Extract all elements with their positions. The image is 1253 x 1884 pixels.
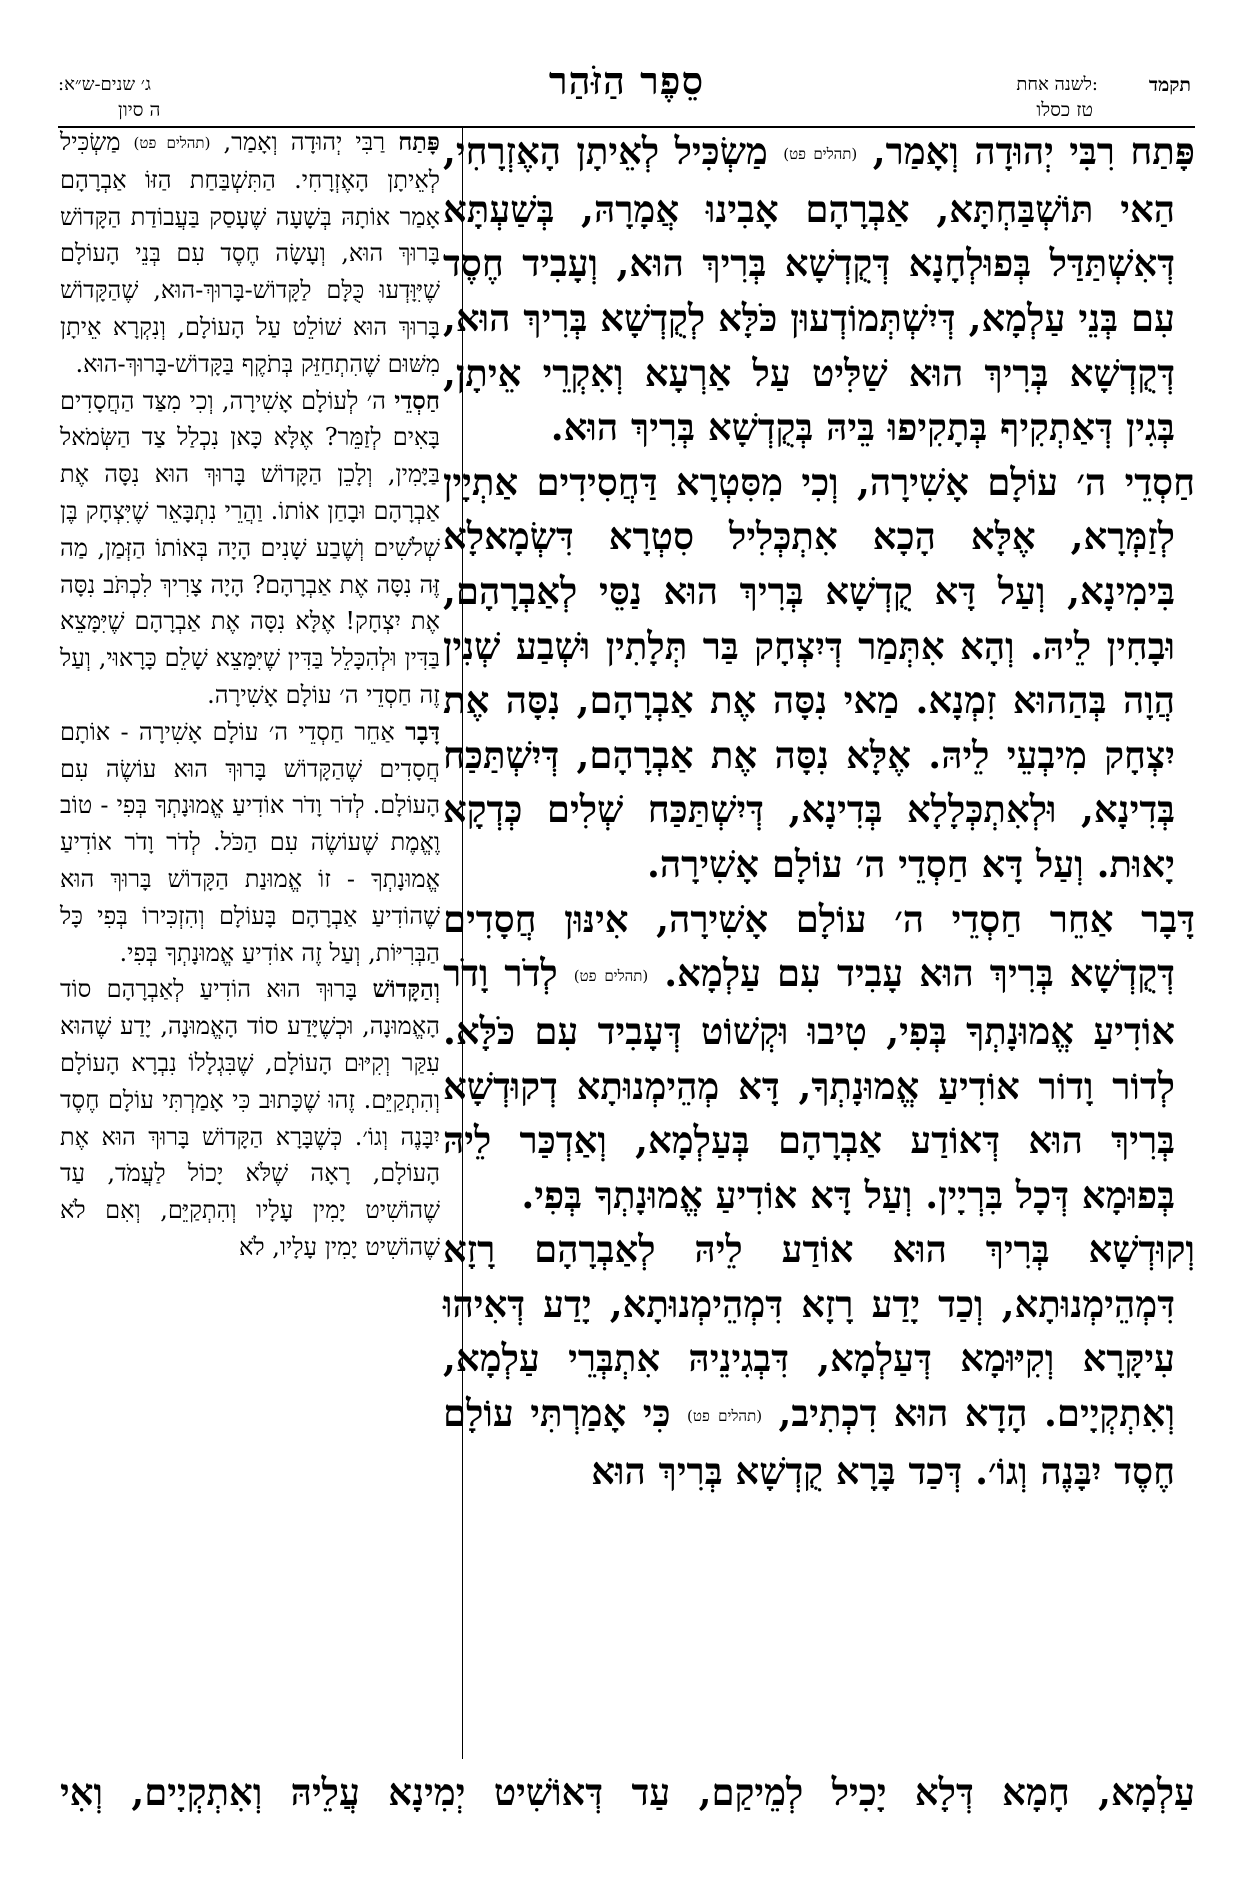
verse-reference: (תהלים פט) — [783, 145, 858, 164]
verse-reference: (תהלים פט) — [133, 134, 211, 153]
paragraph-text: רִבִּי יְהוּדָה וְאָמַר, — [872, 129, 1115, 173]
paragraph-text: כִּי אָמַרְתִּי עוֹלָם חֶסֶד יִבָּנֶה וְגוֹ׳. דְּכַד בָּרָא קֻדְשָׁא בְּרִיךְ הוּא — [443, 1391, 1175, 1493]
side-paragraph-3 — [60, 714, 440, 972]
main-paragraph-2 — [443, 455, 1195, 892]
paragraph-text: אַחֵר חַסְדֵי ה׳ עוֹלָם אָשִׁירָה - אוֹתָם חֲסָדִים שֶׁהַקָּדוֹשׁ בָּרוּךְ הוּא עוֹשֶׂה עִם הָעוֹלָם. לְדֹר וָדֹר אוֹדִיעַ אֱמוּנָתְךָ בְּפִי - טוֹב וֶאֱמֶת שֶׁעוֹשֶׂה עִם הַכֹּל. לְדֹר וָדֹר אוֹדִיעַ אֱמוּנָתְךָ - זוֹ אֱמוּנַת הַקָּדוֹשׁ בָּרוּךְ הוּא שֶׁהוֹדִיעַ אַבְרָהָם בָּעוֹלָם וְהִזְכִּירוֹ בְּפִי כָּל הַבְּרִיּוֹת, וְעַל זֶה אוֹדִיעַ אֱמוּנָתְךָ בְּפִי. — [60, 717, 440, 967]
paragraph-text: ה׳ עוֹלָם אָשִׁירָה, וְכִי מִסִּטְרָא דַּחֲסִידִים אַתְיָין לְזַמְּרָא, אֶלָּא הָכָא אִתְכְּלִיל סִטְרָא דִּשְׂמָאלָא בִּימִינָא, וְעַל דָּא קֻדְשָׁא בְּרִיךְ הוּא נַסֵּי לְאַבְרָהָם, וּבָחִין לֵיהּ. וְהָא אִתְּמַר דְּיִצְחָק בַּר תְּלָתִין וּשְׁבַע שְׁנִין הֲוָה בְּהַהוּא זִמְנָא. מַאי נִסָּה אֶת אַבְרָהָם, נִסָּה אֶת יִצְחָק מִיבְעֵי לֵיהּ. אֶלָּא נִסָּה אֶת אַבְרָהָם, דְּיִשְׁתַּכַּח בְּדִינָא, וּלְאִתְכְּלָלָא בְּדִינָא, דְּיִשְׁתַּכַּח שְׁלִים כְּדְקָא יָאוּת. וְעַל דָּא חַסְדֵי ה׳ עוֹלָם אָשִׁירָה. — [443, 459, 1175, 886]
hebrew-translation-column — [60, 124, 440, 1266]
paragraph-text: אַחֵר חַסְדֵי ה׳ עוֹלָם אָשִׁירָה, אִינּוּן חֲסָדִים דְּקֻדְשָׁא בְּרִיךְ הוּא עָבִיד עִם עַלְמָא. — [443, 896, 1175, 996]
page-number: תקמד — [1148, 74, 1191, 96]
lead-word: חַסְדֵי — [1124, 459, 1196, 504]
paragraph-text: מַשְׂכִּיל לְאֵיתָן הָאֶזְרָחִי. הַתִּשְׁבַּחַת הַזּוֹ אַבְרָהָם אָמַר אוֹתָהּ בְּשָׁעָה שֶׁעָסַק בַּעֲבוֹדַת הַקָּדוֹשׁ בָּרוּךְ הוּא, וְעָשָׂה חֶסֶד עִם בְּנֵי הָעוֹלָם שֶׁיִּוָּדְעוּ כֻּלָּם לַקָּדוֹשׁ-בָּרוּךְ-הוּא, שֶׁהַקָּדוֹשׁ בָּרוּךְ הוּא שׁוֹלֵט עַל הָעוֹלָם, וְנִקְרָא אֵיתָן מִשּׁוּם שֶׁהִתְחַזֵּק בְּתֹקֶף בַּקָּדוֹשׁ-בָּרוּךְ-הוּא. — [60, 128, 440, 378]
verse-reference: (תהלים פט) — [573, 967, 649, 986]
side-paragraph-2 — [60, 383, 440, 714]
paragraph-text: ה׳ לְעוֹלָם אָשִׁירָה, וְכִי מִצַּד הַחֲסָדִים בָּאִים לְזַמֵּר? אֶלָּא כָּאן נִכְלַל צַד הַשְּׂמֹאל בַּיָּמִין, וְלָכֵן הַקָּדוֹשׁ בָּרוּךְ הוּא נִסָּה אֶת אַבְרָהָם וּבָחַן אוֹתוֹ. וַהֲרֵי נִתְבָּאֵר שֶׁיִּצְחָק בֶּן שְׁלֹשִׁים וְשֶׁבַע שָׁנִים הָיָה בְּאוֹתוֹ הַזְּמַן, מַה זֶּה נִסָּה אֶת אַבְרָהָם? הָיָה צָרִיךְ לִכְתֹּב נִסָּה אֶת יִצְחָק! אֶלָּא נִסָּה אֶת אַבְרָהָם שֶׁיִּמָּצֵא בַּדִּין וּלְהִכָּלֵל בַּדִּין שֶׁיִּמָּצֵא שָׁלֵם כָּרָאוּי, וְעַל זֶה חַסְדֵי ה׳ עוֹלָם אָשִׁירָה. — [60, 386, 440, 710]
lead-word: וְהַקָּדוֹשׁ — [372, 974, 440, 1004]
side-paragraph-4 — [60, 971, 440, 1265]
paragraph-text: רַבִּי יְהוּדָה וְאָמַר, — [223, 128, 386, 156]
aramaic-column — [443, 124, 1195, 1498]
main-paragraph-4 — [443, 1222, 1195, 1498]
three-year-cycle-date: ה סיון — [118, 99, 161, 121]
paragraph-text: מַשְׂכִּיל לְאֵיתָן הָאֶזְרָחִי, הַאי תּוֹשְׁבַּחְתָּא, אַבְרָהָם אָבִינוּ אֲמָרָהּ, בְּשַׁעְתָּא דְּאִשְׁתַּדַּל בְּפוּלְחָנָא דְּקֻדְשָׁא בְּרִיךְ הוּא, וְעָבִיד חֶסֶד עִם בְּנֵי עַלְמָא, דְּיִשְׁתְּמוֹדְעוּן כֹּלָּא לְקֻדְשָׁא בְּרִיךְ הוּא, דְּקֻדְשָׁא בְּרִיךְ הוּא שַׁלִּיט עַל אַרְעָא וְאִקְרֵי אֵיתָן, בְּגִין דְּאַתְקִיף בְּתָקִיפוּ בֵּיהּ בְּקֻדְשָׁא בְּרִיךְ הוּא. — [443, 129, 1175, 450]
lead-word: וְקוּדְשָׁא — [1088, 1227, 1195, 1272]
one-year-cycle-label: לשנה אחת: — [1016, 74, 1098, 95]
side-paragraph-1 — [60, 124, 440, 383]
paragraph-text: בָּרוּךְ הוּא הוֹדִיעַ לְאַבְרָהָם סוֹד הָאֱמוּנָה, וּכְשֶׁיָּדַע סוֹד הָאֱמוּנָה, יָדַע שֶׁהוּא עִקַּר וְקִיּוּם הָעוֹלָם, שֶׁבִּגְלָלוֹ נִבְרָא הָעוֹלָם וְהִתְקַיֵּם. זֶהוּ שֶׁכָּתוּב כִּי אָמַרְתִּי עוֹלָם חֶסֶד יִבָּנֶה וְגוֹ׳. כְּשֶׁבָּרָא הַקָּדוֹשׁ בָּרוּךְ הוּא אֶת הָעוֹלָם, רָאָה שֶׁלֹּא יָכוֹל לַעֲמֹד, עַד שֶׁהוֹשִׁיט יָמִין עָלָיו וְהִתְקַיֵּם, וְאִם לֹא שֶׁהוֹשִׁיט יָמִין עָלָיו, לֹא — [60, 975, 440, 1261]
verse-reference: (תהלים פט) — [687, 1407, 763, 1426]
paragraph-text: לְדֹר וָדֹר אוֹדִיעַ אֱמוּנָתְךָ בְּפִי, טִיבוּ וּקְשׁוֹט דְּעָבִיד עִם כֹּלָּא. לְדוֹר וָדוֹר אוֹדִיעַ אֱמוּנָתְךָ, דָּא מְהֵימְנוּתָא דְקוּדְשָׁא בְּרִיךְ הוּא דְּאוֹדַע אַבְרָהָם בְּעַלְמָא, וְאַדְכַּר לֵיהּ בְּפוּמָא דְּכָל בִּרְיָין. וְעַל דָּא אוֹדִיעַ אֱמוּנָתְךָ בְּפִי. — [443, 951, 1175, 1217]
book-title: סֵפֶר הַזֹּהַר — [548, 58, 705, 103]
lead-word: פָּתַח — [398, 127, 440, 156]
one-year-cycle-date: טז כסלו — [1036, 99, 1093, 121]
lead-word: פָּתַח — [1130, 129, 1195, 173]
lead-word: דָּבָר — [405, 716, 440, 746]
three-year-cycle-label: ג׳ שנים-ש״א: — [58, 74, 151, 95]
full-width-bottom-line: עַלְמָא, חָמָא דְּלָא יָכִיל לְמֵיקַם, עַד דְּאוֹשִׁיט יְמִינָא עֲלֵיהּ וְאִתְקְיָים, וְאִי — [60, 1770, 1195, 1814]
lead-word: דָּבָר — [1141, 896, 1195, 941]
lead-word: חַסְדֵי — [394, 385, 440, 415]
paragraph-text: בְּרִיךְ הוּא אוֹדַע לֵיהּ לְאַבְרָהָם רָזָא דִּמְהֵימְנוּתָא, וְכַד יָדַע רָזָא דִּמְהֵימְנוּתָא, יָדַע דְּאִיהוּ עִיקָּרָא וְקִיּוּמָא דְּעַלְמָא, דִּבְגִינֵיהּ אִתְבְּרֵי עַלְמָא, וְאִתְקְיָים. הָדָא הוּא דִכְתִיב, — [443, 1227, 1175, 1436]
main-paragraph-3 — [443, 892, 1195, 1223]
main-paragraph-1 — [443, 124, 1195, 455]
